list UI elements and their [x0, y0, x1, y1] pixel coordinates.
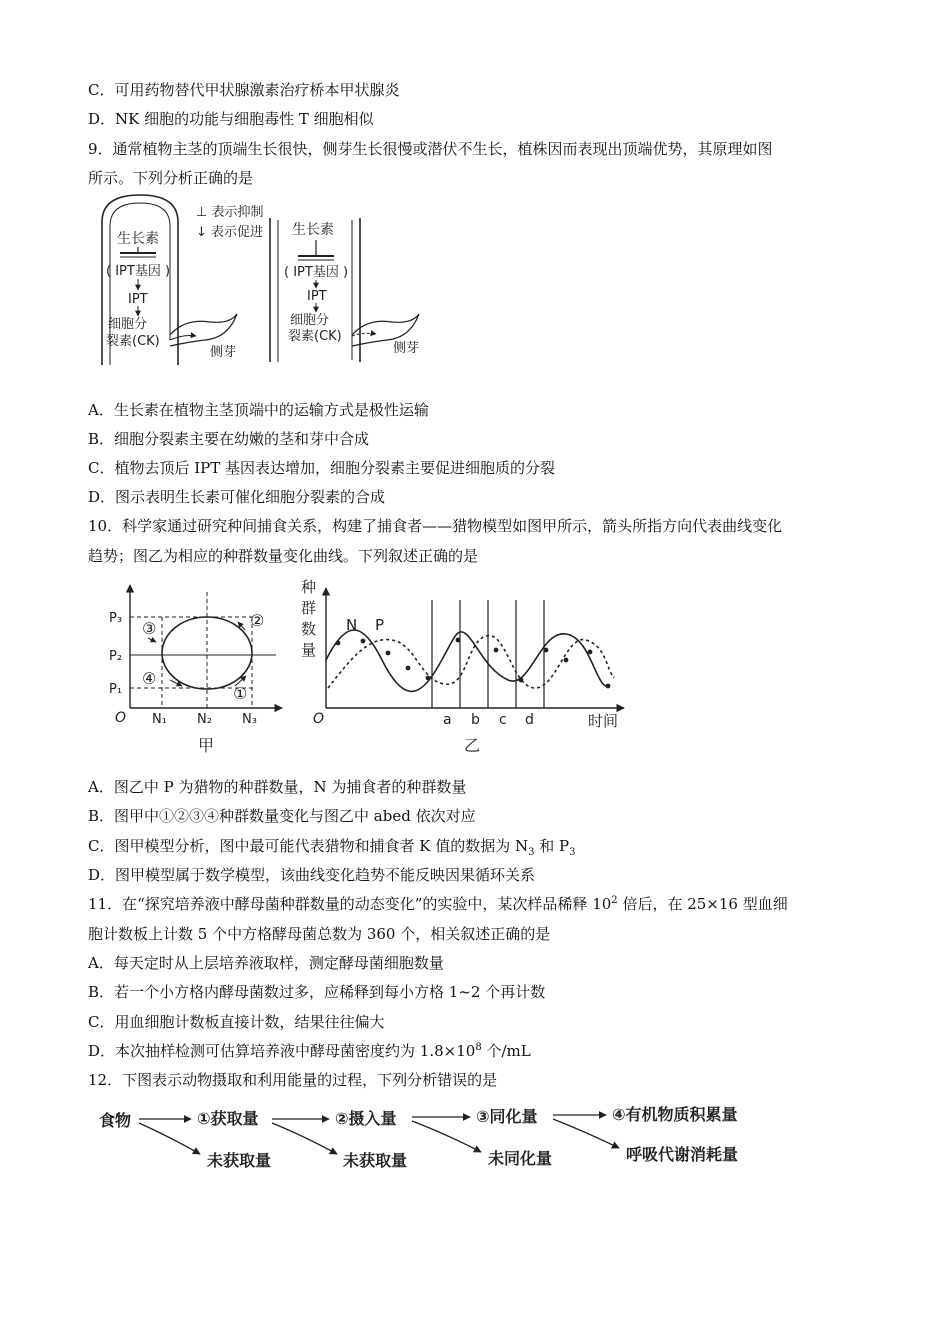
q9-ipt-right: IPT — [307, 289, 327, 304]
q11-option-d-exponent: 8 — [475, 1042, 482, 1053]
q9-legend-inhibit: ⊥ 表示抑制 — [196, 205, 264, 220]
q9-ipt-left: IPT — [128, 292, 148, 307]
flow-unassimilated: 未同化量 — [488, 1149, 553, 1168]
q12-flow-diagram — [99, 1105, 738, 1170]
q11-stem-text-end: 倍后，在 25×16 型血细 — [617, 895, 788, 913]
q11-stem-exponent: 2 — [611, 895, 618, 906]
q8-option-d: D．NK 细胞的功能与细胞毒性 T 细胞相似 — [88, 110, 374, 128]
q9-ck-left-2: 裂素(CK) — [106, 334, 160, 349]
jia-arrow-4 — [170, 680, 182, 686]
q10-option-d: D．图甲模型属于数学模型，该曲线变化趋势不能反映因果循环关系 — [88, 866, 536, 884]
yi-origin: O — [313, 711, 325, 727]
q9-option-b: B．细胞分裂素主要在幼嫩的茎和芽中合成 — [88, 430, 370, 448]
q10-option-a: A．图乙中 P 为猎物的种群数量，N 为捕食者的种群数量 — [88, 778, 467, 796]
jia-label-p1: P₁ — [109, 682, 123, 697]
q9-inhibit-bar-left — [120, 247, 156, 257]
q11-option-d — [88, 1041, 531, 1061]
yi-ylabel-2: 群 — [301, 599, 317, 617]
q10-option-b: B．图甲中①②③④种群数量变化与图乙中 abed 依次对应 — [88, 807, 476, 825]
jia-marker-4: ④ — [142, 669, 157, 688]
jia-label-p2: P₂ — [109, 649, 123, 664]
q11-stem-line-1 — [88, 894, 788, 914]
q9-option-d: D．图示表明生长素可催化细胞分裂素的合成 — [88, 488, 386, 506]
q11-option-d-text: D．本次抽样检测可估算培养液中酵母菌密度约为 1.8×10 — [88, 1042, 476, 1060]
yi-label-p: P — [375, 616, 385, 634]
flow-node-2: ②摄入量 — [335, 1109, 397, 1128]
q11-option-d-unit: 个/mL — [481, 1042, 531, 1060]
q10-figure-jia — [109, 585, 282, 755]
q9-stem-line-2: 所示。下列分析正确的是 — [88, 169, 254, 187]
flow-arrow-3-resp — [553, 1119, 619, 1148]
q11-option-c: C．用血细胞计数板直接计数，结果往往偏大 — [88, 1013, 385, 1031]
yi-label-n: N — [346, 616, 358, 634]
flow-unobtained-2: 未获取量 — [343, 1151, 408, 1170]
flow-node-3: ③同化量 — [476, 1107, 538, 1126]
q10-stem-line-1: 10．科学家通过研究种间捕食关系，构建了捕食者——猎物模型如图甲所示，箭头所指方向代表曲线变化 — [88, 517, 783, 535]
flow-arrow-1-u2 — [272, 1123, 337, 1154]
q9-figure — [102, 195, 419, 365]
yi-label-c: c — [499, 712, 507, 728]
q9-bud-right: 侧芽 — [393, 341, 420, 356]
flow-unobtained-1: 未获取量 — [207, 1151, 272, 1170]
jia-label-n2: N₂ — [197, 712, 212, 727]
jia-marker-1: ① — [233, 684, 248, 703]
q11-stem-text: 11．在“探究培养液中酵母菌种群数量的动态变化”的实验中，某次样品稀释 10 — [88, 895, 612, 913]
flow-arrow-food-u1 — [139, 1123, 200, 1154]
jia-origin: O — [115, 710, 127, 726]
yi-curve-p — [328, 636, 614, 689]
flow-node-4: ④有机物质积累量 — [612, 1105, 738, 1124]
q10-option-c-text: C．图甲模型分析，图中最可能代表猎物和捕食者 K 值的数据为 N — [88, 837, 529, 855]
q10-option-c-mid: 和 P — [534, 837, 570, 855]
q9-ck-right-2: 裂素(CK) — [288, 329, 342, 344]
q9-bud-left: 侧芽 — [210, 345, 237, 360]
jia-label-n3: N₃ — [242, 712, 257, 727]
q11-option-a: A．每天定时从上层培养液取样，测定酵母菌细胞数量 — [88, 954, 444, 972]
yi-ylabel-1: 种 — [301, 578, 317, 596]
q9-ipt-gene-right: ( IPT基因 ) — [284, 265, 349, 280]
q11-option-b: B．若一个小方格内酵母菌数过多，应稀释到每小方格 1~2 个再计数 — [88, 983, 546, 1001]
q9-auxin-right: 生长素 — [292, 222, 334, 238]
jia-marker-3: ③ — [142, 619, 157, 638]
q8-option-c: C．可用药物替代甲状腺激素治疗桥本甲状腺炎 — [88, 81, 400, 99]
q9-stem-line-1: 9．通常植物主茎的顶端生长很快，侧芽生长很慢或潜伏不生长，植株因而表现出顶端优势，其原理如图 — [88, 140, 773, 158]
yi-label-b: b — [471, 712, 480, 728]
q9-ck-left-1: 细胞分 — [108, 317, 148, 332]
q9-auxin-left: 生长素 — [117, 231, 159, 247]
q9-option-a: A．生长素在植物主茎顶端中的运输方式是极性运输 — [88, 401, 429, 419]
yi-ylabel-4: 量 — [301, 641, 317, 659]
q10-figure-yi — [301, 578, 624, 755]
flow-respiration: 呼吸代谢消耗量 — [626, 1145, 739, 1164]
q10-option-c-sub-p: 3 — [569, 847, 576, 858]
q9-arrow-ck-bud-right — [352, 333, 376, 336]
q10-stem-line-2: 趋势；图乙为相应的种群数量变化曲线。下列叙述正确的是 — [88, 547, 479, 565]
yi-xlabel: 时间 — [588, 712, 619, 730]
q10-option-c — [88, 836, 576, 856]
jia-label-n1: N₁ — [152, 712, 167, 727]
jia-arrow-3 — [148, 638, 156, 642]
q11-stem-line-2: 胞计数板上计数 5 个中方格酵母菌总数为 360 个，相关叙述正确的是 — [88, 925, 551, 943]
q9-inhibit-bar-right — [298, 240, 334, 260]
q9-ipt-gene-left: ( IPT基因 ) — [106, 264, 171, 279]
q9-option-c: C．植物去顶后 IPT 基因表达增加，细胞分裂素主要促进细胞质的分裂 — [88, 459, 556, 477]
flow-arrow-2-u3 — [412, 1121, 481, 1152]
jia-caption: 甲 — [198, 736, 215, 755]
yi-markers — [336, 638, 611, 689]
q9-legend-promote: ↓ 表示促进 — [196, 225, 264, 240]
q9-ck-right-1: 细胞分 — [290, 313, 330, 328]
flow-node-1: ①获取量 — [197, 1109, 259, 1128]
yi-label-d: d — [525, 712, 534, 728]
q12-stem: 12．下图表示动物摄取和利用能量的过程，下列分析错误的是 — [88, 1071, 498, 1089]
q9-arrow-ck-bud-left — [170, 336, 196, 341]
yi-caption: 乙 — [464, 736, 481, 755]
yi-label-a: a — [443, 712, 452, 728]
flow-food: 食物 — [99, 1111, 132, 1130]
jia-marker-2: ② — [250, 611, 265, 630]
yi-ylabel-3: 数 — [301, 620, 317, 638]
q10-option-c-sub-n: 3 — [528, 847, 535, 858]
jia-label-p3: P₃ — [109, 611, 123, 626]
